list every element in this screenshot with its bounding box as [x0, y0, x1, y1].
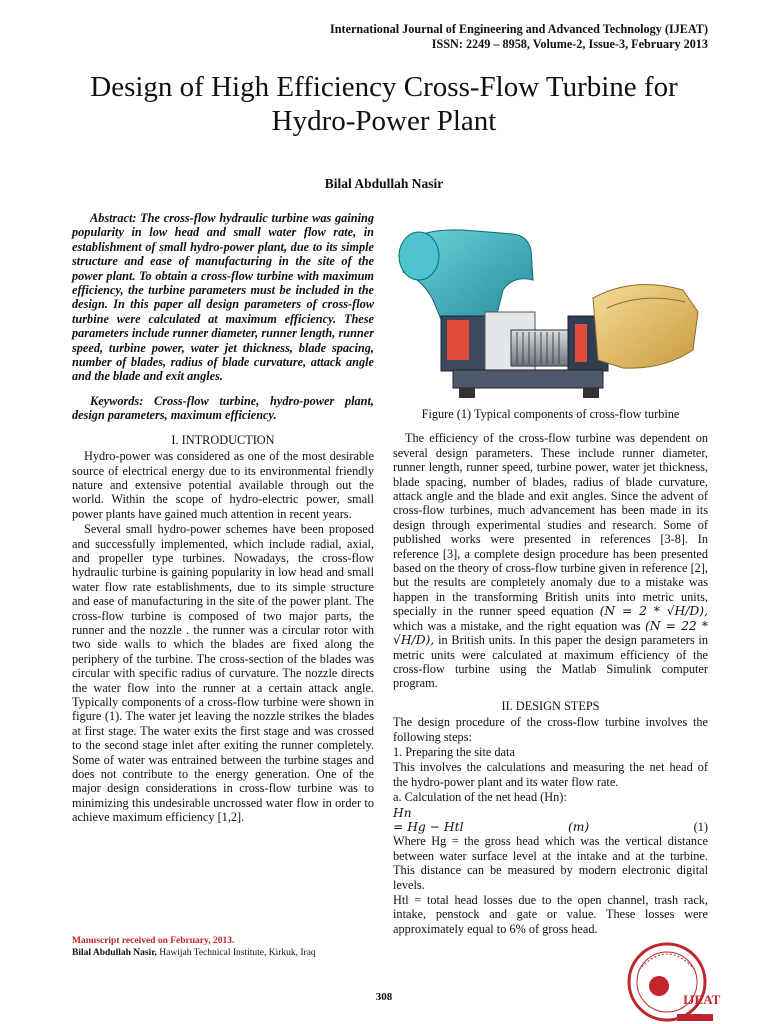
right-paragraph-1	[393, 431, 708, 690]
equation-1-rhs: = Hg − Htl	[393, 819, 464, 834]
manuscript-received: Manuscript received on February, 2013.	[72, 936, 235, 946]
journal-name: International Journal of Engineering and Advanced Technology (IJEAT)	[330, 22, 708, 36]
gross-head-definition: Where Hg = the gross head which was the vertical distance between water surface level at the intake and at the turbine. This distance can be measured by modern electronic digital levels.	[393, 834, 708, 892]
efficiency-text: The efficiency of the cross-flow turbine was dependent on several design parameters. These include runner diameter, runner length, runner speed, turbine power, water jet thickness, blade spacing, number of blades, radius of blade curvature, attack angle and the blade and exit angles. Since the advent of cross-flow turbines, much advancement has been made in its design through experimental studies and research. Some of published works were presented in references [3-8]. In reference [3], a complete design procedure has been presented based on the theory of cross-flow turbine given in reference [2], but the results are completely anomaly due to a mistake was happen in the transforming British units into metric units, specially in the runner speed equation	[393, 431, 708, 619]
abstract: Abstract: The cross-flow hydraulic turbine was gaining popularity in low head and small water flow rate, in establishment of small hydro-power plant, due to its simple structure and ease of manufacturing in the site of the power plant. To obtain a cross-flow turbine with maximum efficiency, the turbine parameters must be included in the design. In this paper all design parameters of cross-flow turbine were calculated at maximum efficiency. These parameters include runner diameter, runner length, runner speed, turbine power, water jet thickness, blade spacing, number of blades, radius of blade curvature, attack angle and the blade and exit angles.	[72, 211, 374, 384]
figure-caption: Figure (1) Typical components of cross-flow turbine	[421, 407, 680, 421]
step-1: 1. Preparing the site data	[393, 744, 515, 759]
footnote-author: Bilal Abdullah Nasir,	[72, 948, 157, 958]
equation-1-lhs: Hn	[393, 805, 412, 820]
design-paragraph-2: This involves the calculations and measuring the net head of the hydro-power plant and its water flow rate.	[393, 760, 708, 789]
author-affiliation	[72, 947, 382, 959]
title-line-2: Hydro-Power Plant	[271, 105, 497, 137]
turbine-figure	[393, 220, 708, 403]
ijeat-seal-logo	[625, 940, 721, 1024]
equation-1-unit: (m)	[567, 819, 590, 834]
paper-title	[40, 70, 728, 138]
mistake-text: which was a mistake, and the right equation was	[393, 618, 641, 633]
keywords: Keywords: Cross-flow turbine, hydro-power plant, design parameters, maximum efficiency.	[72, 393, 374, 423]
seal-text: IJEAT	[683, 992, 721, 1007]
section-heading-introduction: I. INTRODUCTION	[171, 432, 275, 447]
head-losses-definition: Htl = total head losses due to the open channel, trash rack, intake, penstock and gate or value. These losses were approximately equal to 6% of gross head.	[393, 893, 708, 936]
equation-1	[393, 820, 708, 834]
runner-speed-equation-wrong: (N = 2 * √H/D),	[599, 604, 708, 619]
page-number: 308	[375, 991, 393, 1003]
footnote	[72, 935, 382, 959]
footnote-institute: Hawijah Technical Institute, Kirkuk, Iraq	[159, 948, 316, 958]
intro-paragraph-1: Hydro-power was considered as one of the most desirable source of electrical energy due to its environmental friendly nature and extensive potential available through out the world. Within the scope of hydro-electric power, small power plants have gained much attention in recent years.	[72, 449, 374, 521]
runner-speed-equation-right: (N = 22 * √H/D),	[393, 618, 708, 648]
british-units-text: in British units. In this paper the design parameters in metric units were calculated at maximum efficiency of the cross-flow turbine using the Matlab Simulink computer program.	[393, 633, 708, 691]
journal-issn: ISSN: 2249 – 8958, Volume-2, Issue-3, February 2013	[431, 37, 708, 51]
author-name: Bilal Abdullah Nasir	[324, 176, 444, 191]
design-paragraph-1: The design procedure of the cross-flow turbine involves the following steps:	[393, 715, 708, 744]
cross-flow-turbine-illustration	[393, 220, 708, 403]
title-line-1: Design of High Efficiency Cross-Flow Turbine for	[90, 71, 678, 103]
step-a: a. Calculation of the net head (Hn):	[393, 790, 567, 805]
equation-1-number: (1)	[693, 819, 708, 834]
right-column	[393, 220, 708, 937]
intro-paragraph-2: Several small hydro-power schemes have been proposed and successfully implemented, which include radial, axial, and propeller type turbines. Nowadays, the cross-flow hydraulic turbine is gaining popularity in low head and small water flow rate establishments, due to its simple structure and ease of manufacturing in the site of the power plant. The cross-flow turbine is composed of two major parts, the runner and the nozzle . the runner was a circular rotor with two side walls to which the blades are fixed along the periphery of the turbine. The cross-section of the blades was circular with specific radius of curvature. The nozzle directs the water flow into the runner at a certain attack angle. Typically components of a cross-flow turbine were shown in figure (1). The water jet leaving the nozzle strikes the blades at first stage. The water exits the first stage and was crossed to the second stage inlet after exiting the runner completely. Some of water was entrained between the turbine stages and does not contribute to the energy generation. One of the major design considerations in cross-flow turbine was to minimizing this undesirable uncrossed water flow in order to achieve maximum efficiency [1,2].	[72, 522, 374, 825]
left-column	[72, 211, 374, 826]
journal-header	[330, 22, 708, 52]
section-heading-design-steps: II. DESIGN STEPS	[501, 698, 600, 713]
